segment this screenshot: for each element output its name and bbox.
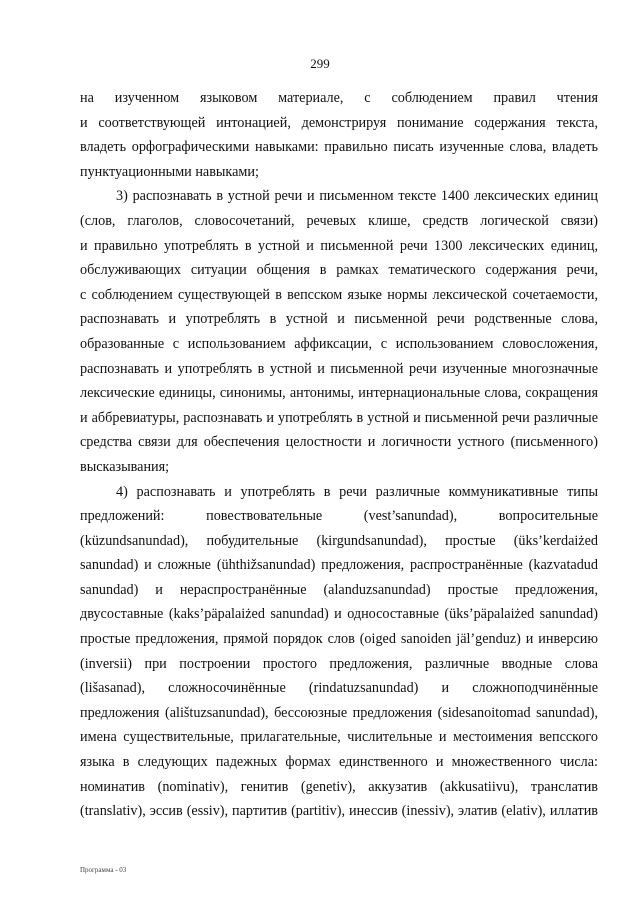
text-line: (inversii) при построении простого предложения, различные вводные слова [80, 655, 598, 672]
text-line: 3) распознавать в устной речи и письменном тексте 1400 лексических единиц [116, 188, 598, 205]
text-line: на изученном языковом материале, с соблюдением правил чтения [80, 90, 598, 106]
text-line: языка в следующих падежных формах единственного и множественного числа: [80, 754, 598, 771]
text-line: sanundad) и сложные (ühthižsanundad) предложения, распространённые (kazvatadud [80, 557, 598, 574]
text-line: имена существительные, прилагательные, числительные и местоимения вепсского [80, 729, 598, 746]
page-number: 299 [310, 56, 330, 71]
text-line: и правильно употреблять в устной и письменной речи 1300 лексических единиц, [80, 237, 598, 254]
text-line: sanundad) и нераспространённые (alanduzsanundad) простые предложения, [80, 581, 598, 598]
text-line: распознавать и употреблять в устной и письменной речи родственные слова, [80, 311, 598, 328]
text-line: и соответствующей интонацией, демонстрируя понимание содержания текста, [80, 114, 598, 131]
text-line: 4) распознавать и употреблять в речи различные коммуникативные типы [116, 483, 598, 500]
text-line: (слов, глаголов, словосочетаний, речевых клише, средств логической связи) [80, 212, 598, 229]
text-line: владеть орфографическими навыками: правильно писать изученные слова, владеть [80, 139, 598, 156]
text-line: (lišasanad), сложносочинённые (rindatuzsanundad) и сложноподчинённые [80, 680, 598, 697]
text-line: и аббревиатуры, распознавать и употреблять в устной и письменной речи различные [80, 409, 598, 426]
text-line: (küzundsanundad), побудительные (kirgundsanundad), простые (üks’kerdaiżed [80, 532, 598, 549]
text-line: предложения (alištuzsanundad), бессоюзные предложения (sidesanoitomad sanundad), [80, 704, 598, 721]
text-line: обслуживающих ситуации общения в рамках тематического содержания речи, [80, 262, 598, 279]
page-footer: Программа - 03 [80, 866, 127, 874]
text-line: предложений: повествовательные (vest’sanundad), вопросительные [80, 508, 598, 525]
text-line: двусоставные (kaks’päpalaiżed sanundad) и односоставные (üks’päpalaiżed sanundad) [80, 606, 598, 623]
text-line: с соблюдением существующей в вепсском языке нормы лексической сочетаемости, [80, 286, 598, 303]
text-line: лексические единицы, синонимы, антонимы, интернациональные слова, сокращения [80, 385, 598, 402]
text-line: образованные с использованием аффиксации, с использованием словосложения, [80, 335, 598, 352]
text-line: высказывания; [80, 458, 170, 475]
text-line: средства связи для обеспечения целостности и логичности устного (письменного) [80, 434, 598, 451]
text-line: простые предложения, прямой порядок слов (oiged sanoiden jäl’genduz) и инверсию [80, 631, 598, 648]
text-line: распознавать и употреблять в устной и письменной речи изученные многозначные [80, 360, 598, 377]
text-line: пунктуационными навыками; [80, 163, 259, 180]
text-line: (translativ), эссив (essiv), партитив (partitiv), инессив (inessiv), элатив (elativ), иллатив [80, 803, 598, 820]
text-line: номинатив (nominativ), генитив (genetiv), аккузатив (akkusatiivu), транслатив [80, 778, 598, 795]
body-text [80, 86, 598, 824]
